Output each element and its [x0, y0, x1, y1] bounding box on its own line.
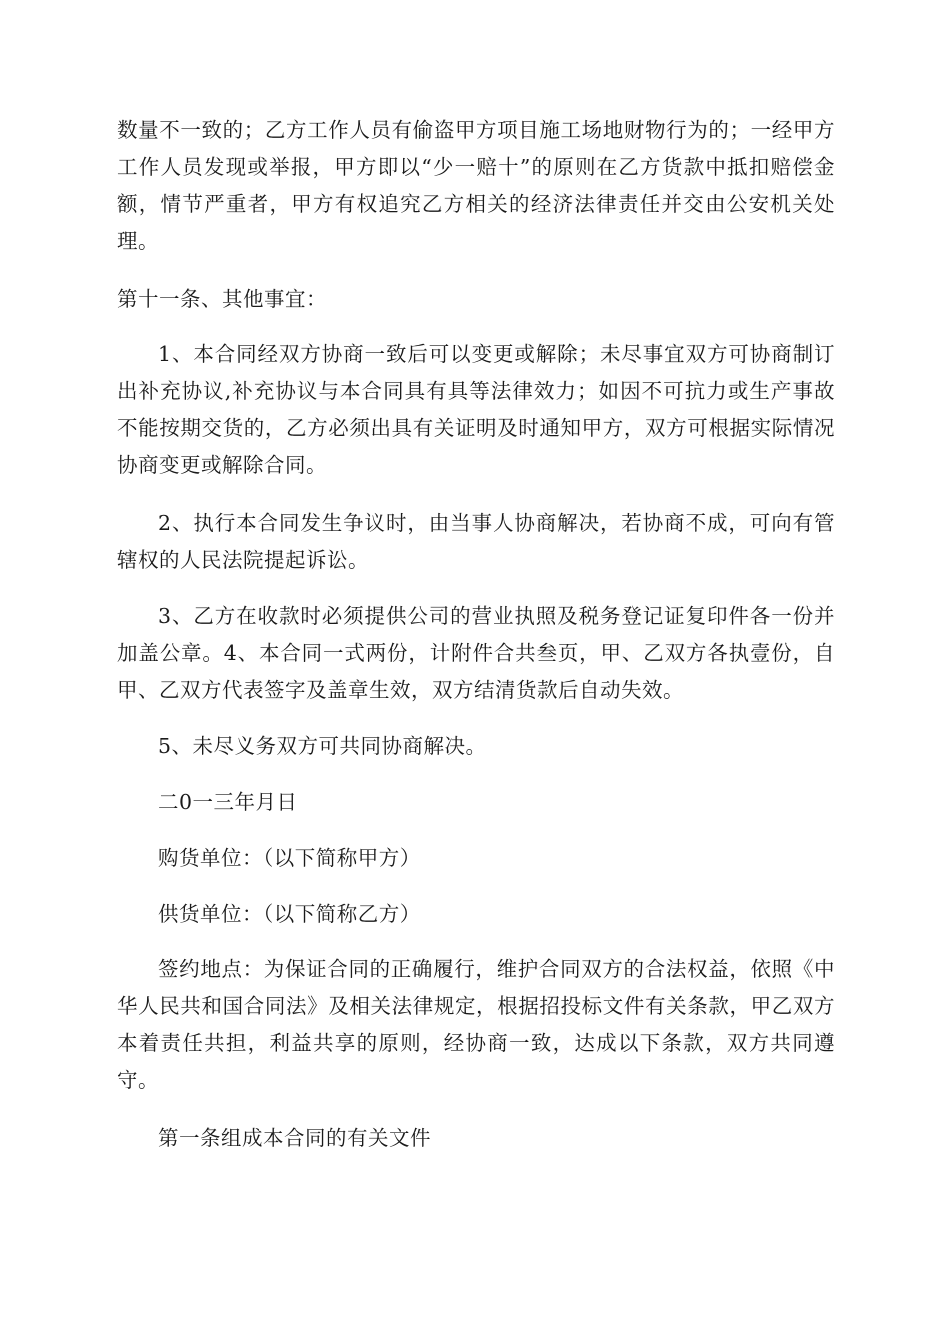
paragraph-clause-5: 5、未尽义务双方可共同协商解决。: [158, 734, 487, 758]
paragraph-clause-3-4: 3、乙方在收款时必须提供公司的营业执照及税务登记证复印件各一份并加盖公章。4、本合同一式两份，计附件合共叁页，甲、乙双方各执壹份，自甲、乙双方代表签字及盖章生效，双方结清货款后自动失效。: [117, 604, 835, 702]
paragraph-supplier: 供货单位：（以下简称乙方）: [158, 902, 421, 926]
paragraph-signing-location: 签约地点：为保证合同的正确履行，维护合同双方的合法权益，依照《中华人民共和国合同法》及相关法律规定，根据招投标文件有关条款，甲乙双方本着责任共担，利益共享的原则，经协商一致，达成以下条款，双方共同遵守。: [117, 957, 835, 1092]
paragraph-article-1-heading: 第一条组成本合同的有关文件: [158, 1126, 431, 1150]
paragraph-date: 二0一三年月日: [158, 790, 298, 814]
paragraph-article-11-heading: 第十一条、其他事宜：: [117, 287, 327, 311]
paragraph-clause-2: 2、执行本合同发生争议时，由当事人协商解决，若协商不成，可向有管辖权的人民法院提起诉讼。: [117, 511, 835, 572]
paragraph-theft-penalty: 数量不一致的；乙方工作人员有偷盗甲方项目施工场地财物行为的；一经甲方工作人员发现或举报，甲方即以“少一赔十”的原则在乙方货款中抵扣赔偿金额，情节严重者，甲方有权追究乙方相关的经济法律责任并交由公安机关处理。: [117, 118, 835, 253]
paragraph-buyer: 购货单位：（以下简称甲方）: [158, 846, 421, 870]
paragraph-clause-1: 1、本合同经双方协商一致后可以变更或解除；未尽事宜双方可协商制订出补充协议,补充协议与本合同具有具等法律效力；如因不可抗力或生产事故不能按期交货的，乙方必须出具有关证明及时通知甲方，双方可根据实际情况协商变更或解除合同。: [117, 342, 835, 477]
